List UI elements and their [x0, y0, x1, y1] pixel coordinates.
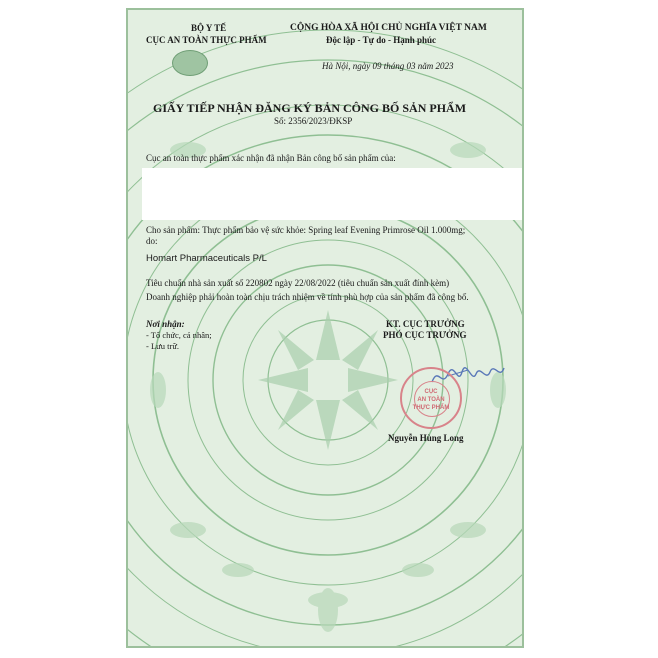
ministry-name: BỘ Y TẾ	[191, 23, 227, 33]
issue-date: Hà Nội, ngày 09 tháng 03 năm 2023	[322, 61, 454, 71]
stamp-text-middle: AN TOÀN	[417, 397, 445, 403]
official-stamp	[400, 367, 462, 429]
recipients-label: Nơi nhận:	[146, 319, 185, 329]
manufacturer-name: Homart Pharmaceuticals P/L	[146, 253, 267, 264]
document-title: GIẤY TIẾP NHẬN ĐĂNG KÝ BẢN CÔNG BỐ SẢN PHẨM	[153, 101, 467, 115]
department-name: CỤC AN TOÀN THỰC PHẨM	[146, 35, 267, 45]
signer-title: KT. CỤC TRƯỞNG	[386, 319, 465, 329]
signer-position: PHÓ CỤC TRƯỞNG	[383, 330, 467, 340]
stamp-text-top: CỤC	[424, 389, 438, 395]
product-line: Cho sản phẩm: Thực phẩm bảo vệ sức khỏe: Spring leaf Evening Primrose Oil 1.000mg;	[146, 225, 466, 235]
certificate-document	[126, 8, 524, 648]
recipient-item: - Lưu trữ.	[146, 341, 180, 351]
redacted-block	[142, 168, 522, 220]
product-line-continued: do:	[146, 236, 158, 246]
document-number: Số: 2356/2023/ĐKSP	[274, 116, 353, 126]
national-motto: Độc lập - Tự do - Hạnh phúc	[326, 35, 437, 45]
ministry-logo	[172, 50, 208, 76]
country-name: CỘNG HÒA XÃ HỘI CHỦ NGHĨA VIỆT NAM	[290, 23, 487, 33]
signer-name: Nguyễn Hùng Long	[388, 433, 464, 443]
responsibility-text: Doanh nghiệp phải hoàn toàn chịu trách nhiệm về tính phù hợp của sản phẩm đã công bố.	[146, 292, 469, 302]
recipient-item: - Tổ chức, cá nhân;	[146, 330, 212, 340]
stamp-text-bottom: THỰC PHẨM	[412, 405, 450, 411]
intro-text: Cục an toàn thực phẩm xác nhận đã nhận Bản công bố sản phẩm của:	[146, 153, 396, 163]
standard-text: Tiêu chuẩn nhà sản xuất số 220802 ngày 22/08/2022 (tiêu chuẩn sản xuất đính kèm)	[146, 278, 450, 288]
